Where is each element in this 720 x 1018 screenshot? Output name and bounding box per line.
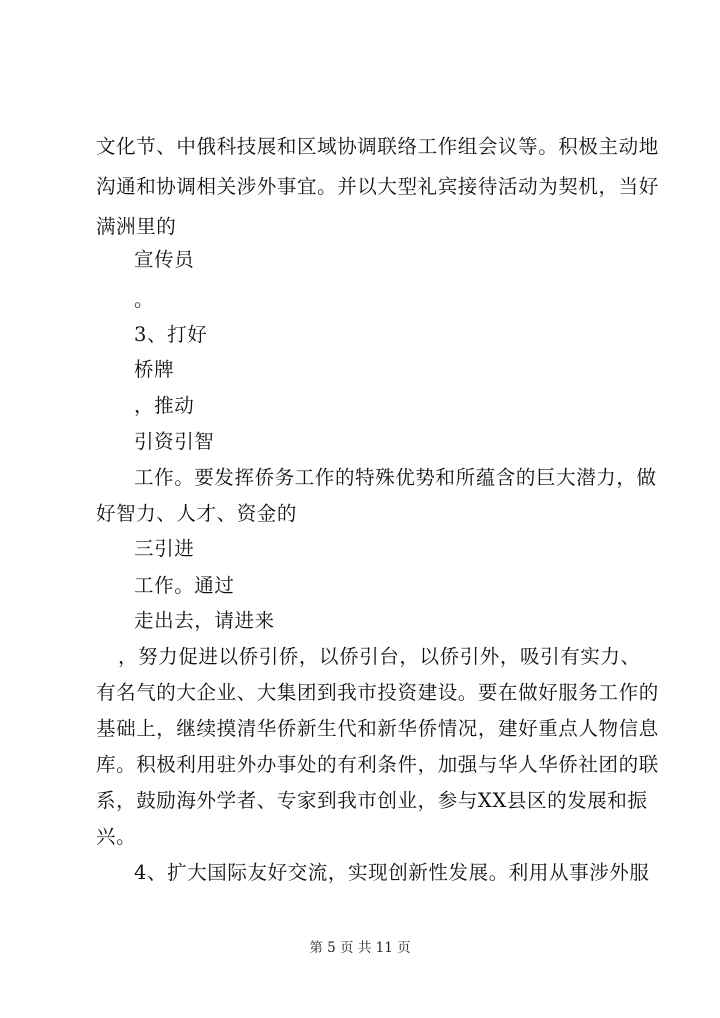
text-line: 3、打好 <box>134 323 208 346</box>
text-line: 宣传员 <box>134 248 195 271</box>
text-line: 引资引智 <box>134 430 215 453</box>
text-line: 工作。通过 <box>134 574 235 597</box>
text-line: 。 <box>134 288 155 311</box>
text-line: 4、扩大国际友好交流，实现创新性发展。利用从事涉外服 <box>134 861 650 884</box>
text-line: 工作。要发挥侨务工作的特殊优势和所蕴含的巨大潜力，做 <box>134 466 657 489</box>
text-line: ，推动 <box>134 394 195 417</box>
text-line: 基础上，继续摸清华侨新生代和新华侨情况，建好重点人物信息 <box>96 717 659 740</box>
text-line: 好智力、人才、资金的 <box>96 502 298 525</box>
text-line: 走出去，请进来 <box>134 609 275 632</box>
text-line: 满洲里的 <box>96 215 177 238</box>
text-line: 系，鼓励海外学者、专家到我市创业，参与XX县区的发展和振 <box>96 789 648 812</box>
page-number-footer: 第 5 页 共 11 页 <box>309 940 411 956</box>
text-line: 库。积极利用驻外办事处的有利条件，加强与华人华侨社团的联 <box>96 753 659 776</box>
text-line: 有名气的大企业、大集团到我市投资建设。要在做好服务工作的 <box>96 681 659 704</box>
text-line: 桥牌 <box>134 358 175 381</box>
text-line: 文化节、中俄科技展和区域协调联络工作组会议等。积极主动地 <box>96 135 659 158</box>
text-line: 沟通和协调相关涉外事宜。并以大型礼宾接待活动为契机，当好 <box>96 175 659 198</box>
text-line: ，努力促进以侨引侨，以侨引台，以侨引外，吸引有实力、 <box>118 645 641 668</box>
text-line: 兴。 <box>96 825 137 848</box>
text-line: 三引进 <box>134 537 195 560</box>
